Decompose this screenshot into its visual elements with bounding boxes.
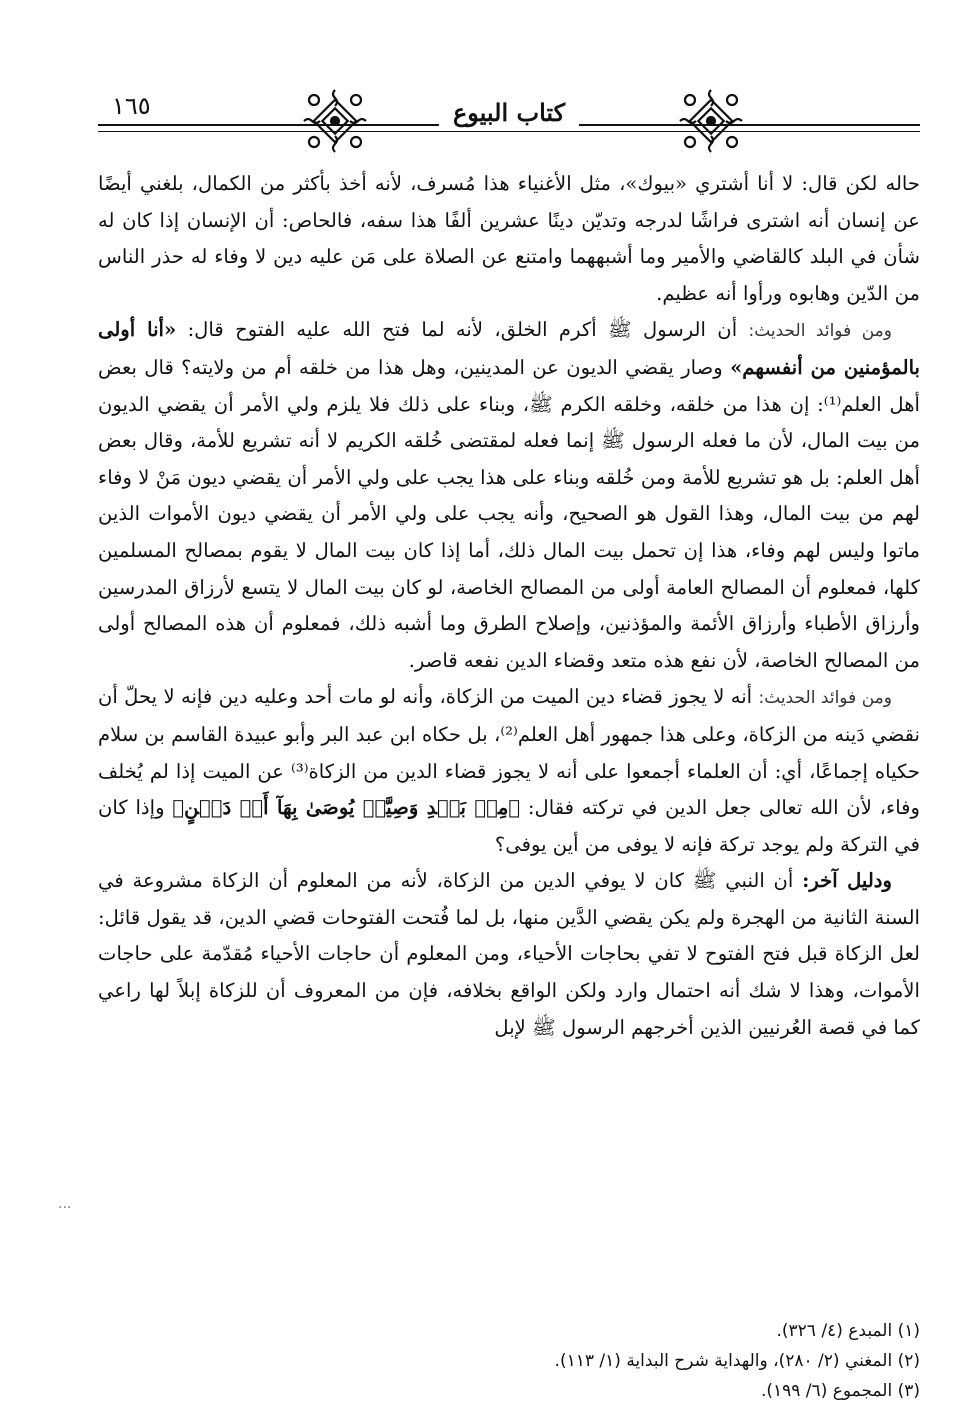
header-rule-thin: [98, 131, 920, 132]
footnote: (٢) المغني (٢/ ٢٨٠)، والهداية شرح البداية (١/ ١١٣).: [554, 1351, 920, 1371]
paragraph-text: وصار يقضي الديون عن المدينين، وهل هذا من خلقه أم من ولايته؟ قال بعض أهل العلم⁽¹⁾: إن هذا من خلقه، وخلقه الكرم ﷺ، وبناء على ذلك فلا يلزم ولي الأمر أن يقضي الديون من بيت المال، لأن ما فعله الرسول ﷺ إنما فعله لمقتضى خُلقه الكريم لا أنه تشريع للأمة، وقال بعض أهل العلم: بل هو تشريع للأمة ومن خُلقه وبناء على هذا يجب على ولي الأمر أن يقضي ديون مَنْ لا وفاء لهم من بيت المال، وهذا القول هو الصحيح، وأنه يجب على ولي الأمر أن يقضي ديون الأموات الذين ماتوا وليس لهم وفاء، هذا إن تحمل بيت المال ذلك، أما إذا كان بيت المال لا يقوم بمصالح المسلمين كلها، فمعلوم أن المصالح العامة أولى من المصالح الخاصة، لو كان بيت المال لا يتسع لأرزاق المدرسين وأرزاق الأطباء وأرزاق الأئمة والمؤذنين، وإصلاح الطرق وما أشبه ذلك، فمعلوم أن هذه المصالح أولى من المصالح الخاصة، لأن نفع هذه متعد وقضاء الدين نفعه قاصر.: [98, 355, 920, 672]
footnote: (٣) المجموع (٦/ ١٩٩).: [760, 1381, 920, 1401]
margin-mark: ...: [58, 1196, 72, 1212]
section-lead: ودليل آخر:: [802, 869, 892, 893]
paragraph: [98, 863, 920, 1046]
paragraph-text: وإذا كان في التركة ولم يوجد تركة فإنه لا يوفى من أين يوفى؟: [98, 796, 920, 856]
section-lead: ومن فوائد الحديث:: [758, 688, 892, 709]
main-text: [98, 166, 920, 1046]
paragraph-text: أن الرسول ﷺ أكرم الخلق، لأنه لما فتح الله عليه الفتوح قال:: [176, 318, 749, 342]
section-lead: ومن فوائد الحديث:: [748, 321, 892, 342]
right-ornament-icon: [676, 86, 746, 156]
paragraph: [98, 679, 920, 863]
paragraph: [98, 166, 920, 312]
quran-verse: ﴿مِنۢ بَعۡدِ وَصِيَّةٖ يُوصَىٰ بِهَآ أَوۡ دَيۡنٍ﴾: [172, 796, 521, 820]
running-title: كتاب البيوع: [439, 98, 579, 127]
paragraph-text: حاله لكن قال: لا أنا أشتري «بيوك»، مثل الأغنياء هذا مُسرف، لأنه أخذ بأكثر من الكمال، بلغني أيضًا عن إنسان أنه اشترى فراشًا لدرجه وتديّن دينًا عشرين ألفًا هذا سفه، فالحاص: أن الإنسان إذا كان له شأن في البلد كالقاضي والأمير وما أشبههما وامتنع عن الصلاة على مَن عليه دين لا وفاء له حذر الناس من الدّين وهابوه ورأوا أنه عظيم.: [98, 172, 920, 305]
paragraph-text: أنه لا يجوز قضاء دين الميت من الزكاة، وأنه لو مات أحد وعليه دين فإنه لا يحلّ أن نقضي دَينه من الزكاة، وعلى هذا جمهور أهل العلم⁽²⁾، بل حكاه ابن عبد البر وأبو عبيدة القاسم بن سلام حكياه إجماعًا، أي: أن العلماء أجمعوا على أنه لا يجوز قضاء الدين من الزكاة⁽³⁾ عن الميت إذا لم يُخلف وفاء، لأن الله تعالى جعل الدين في تركته فقال:: [98, 685, 921, 820]
footnote: (١) المبدع (٤/ ٣٢٦).: [776, 1321, 920, 1341]
left-ornament-icon: [300, 86, 370, 156]
footnotes: [320, 1316, 920, 1406]
paragraph-text: أن النبي ﷺ كان لا يوفي الدين من الزكاة، لأنه من المعلوم أن الزكاة مشروعة في السنة الثانية من الهجرة ولم يكن يقضي الدَّين منها، بل لما فُتحت الفتوحات قضي الدين، قد يقول قائل: لعل الزكاة قبل فتح الفتوح لا تفي بحاجات الأحياء، ومن المعلوم أن حاجات الأحياء مُقدّمة على حاجات الأموات، وهذا لا شك أنه احتمال وارد ولكن الواقع بخلافه، فإن من المعروف أن للزكاة إبلاً لها راعي كما في قصة العُرنيين الذين أخرجهم الرسول ﷺ لإبل: [98, 869, 920, 1039]
hadith-quote: «أنا أولى بالمؤمنين من أنفسهم»: [98, 318, 920, 379]
page-header: [98, 86, 920, 156]
page-number: ١٦٥: [112, 92, 151, 120]
paragraph: [98, 312, 920, 679]
